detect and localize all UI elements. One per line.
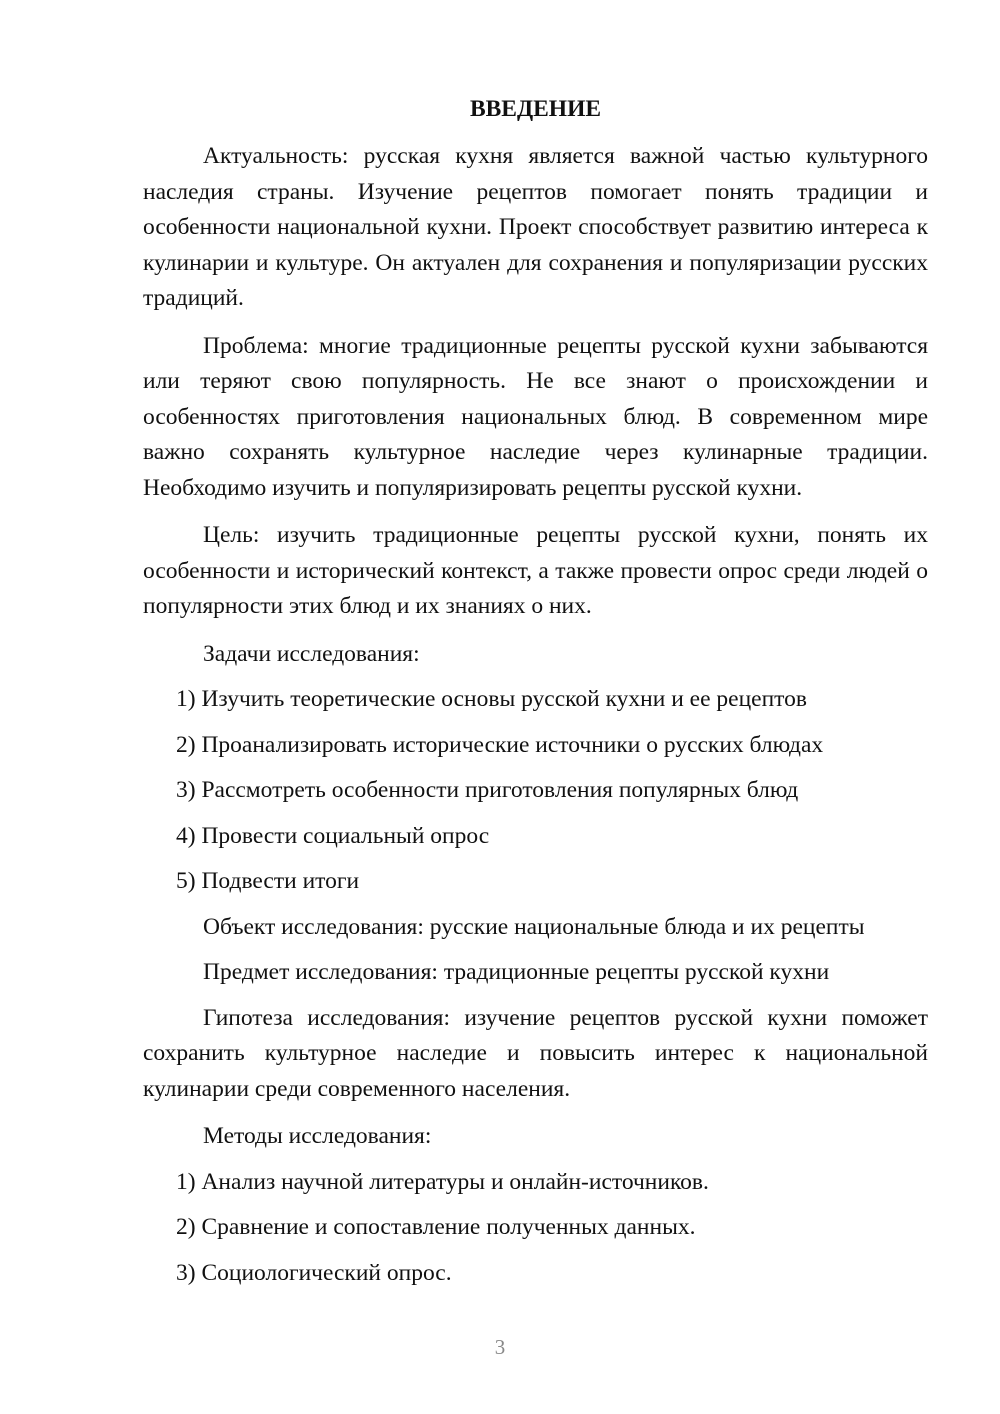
list-item: 5) Подвести итоги [176,868,360,894]
list-item: 2) Проанализировать исторические источники о русских блюдах [176,731,824,758]
document-page [143,92,928,1301]
subject-line: Предмет исследования: традиционные рецепты русской кухни [203,959,830,985]
list-item: 1) Анализ научной литературы и онлайн-источников. [176,1168,709,1195]
goal-paragraph: Цель: изучить традиционные рецепты русской кухни, понять их особенности и исторический контекст, а также провести опрос среди людей о популярности этих блюд и их знаниях о них. [143,522,928,619]
page-number: 3 [494,1335,506,1359]
methods-heading: Методы исследования: [203,1123,432,1149]
list-item: 3) Социологический опрос. [176,1259,452,1286]
problem-paragraph: Проблема: многие традиционные рецепты русской кухни забываются или теряют свою популярность. Не все знают о происхождении и особенностях приготовления национальных блюд. В современном мире важно сохранять культурное наследие через кулинарные традиции. Необходимо изучить и популяризировать рецепты русской кухни. [143,332,928,501]
relevance-paragraph: Актуальность: русская кухня является важной частью культурного наследия страны. Изучение рецептов помогает понять традиции и особенности национальной кухни. Проект способствует развитию интереса к кулинарии и культуре. Он актуален для сохранения и популяризации русских традиций. [143,143,928,311]
tasks-list [143,682,928,899]
section-title: ВВЕДЕНИЕ [469,96,602,122]
object-line: Объект исследования: русские национальные блюда и их рецепты [203,913,865,940]
list-item: 1) Изучить теоретические основы русской кухни и ее рецептов [176,686,807,712]
list-item: 4) Провести социальный опрос [176,822,490,849]
list-item: 2) Сравнение и сопоставление полученных данных. [176,1214,696,1240]
hypothesis-paragraph: Гипотеза исследования: изучение рецептов русской кухни поможет сохранить культурное наследие и повысить интерес к национальной кулинарии среди современного населения. [143,1004,928,1102]
list-item: 3) Рассмотреть особенности приготовления популярных блюд [176,777,799,803]
methods-list [143,1165,928,1291]
tasks-heading: Задачи исследования: [203,640,420,667]
